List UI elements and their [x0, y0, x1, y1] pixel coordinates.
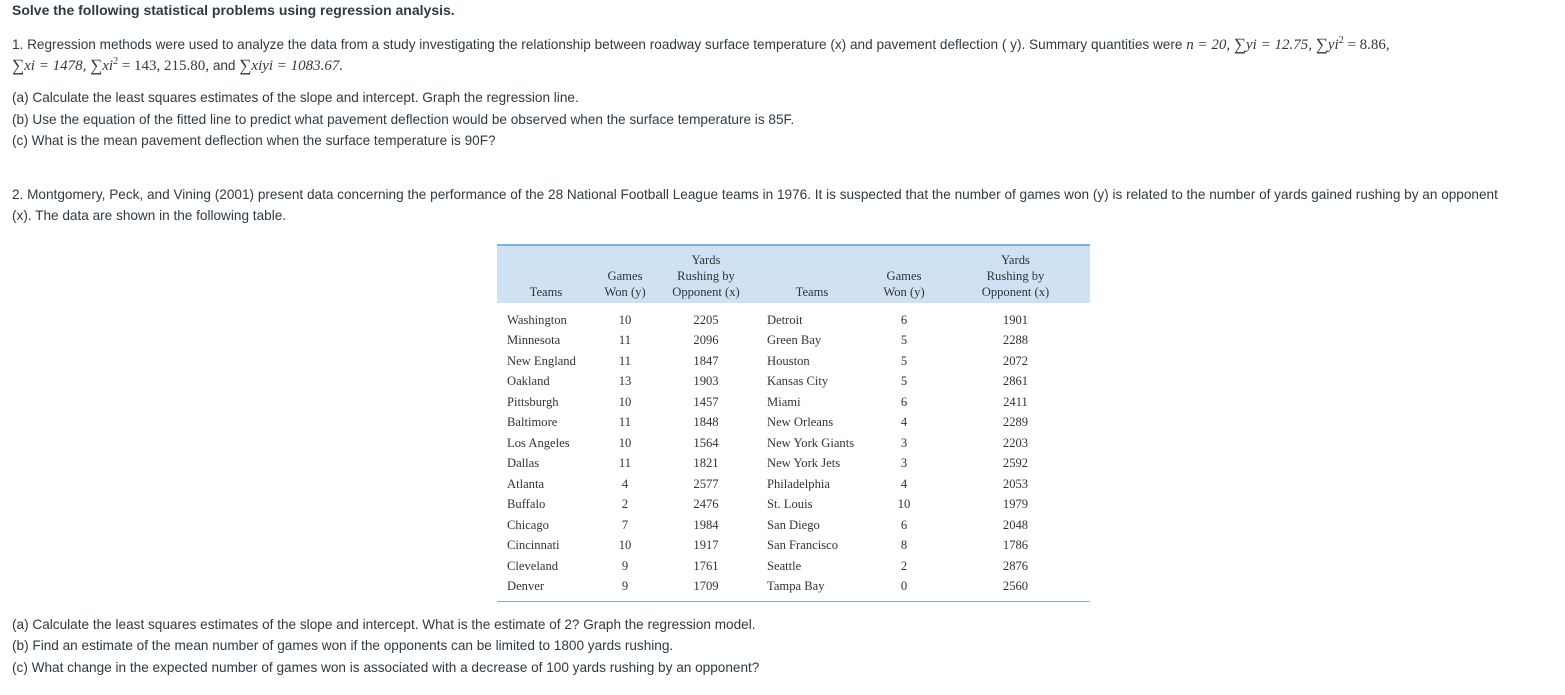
table-row	[497, 303, 1090, 331]
games-won-cell: 11	[618, 333, 632, 348]
sum-xy: ∑xiyi = 1083.67.	[239, 56, 344, 75]
games-won-cell: 11	[618, 353, 632, 368]
yards-cell: 2577	[693, 476, 719, 491]
table-body	[497, 303, 1090, 602]
yards-cell: 2289	[1002, 415, 1029, 430]
yards-cell: 1979	[1002, 497, 1029, 512]
problem1-intro-text: 1. Regression methods were used to analyze the data from a study investigating the relationship between roadway surface temperature (x) and pavement deflection ( y). Summary quantities were	[12, 37, 1183, 52]
team-name-cell: Denver	[497, 577, 595, 602]
table-row	[497, 474, 1090, 495]
games-won-cell: 4	[900, 476, 908, 491]
table-row	[497, 351, 1090, 372]
team-name-cell: Buffalo	[507, 497, 546, 512]
table-row	[497, 372, 1090, 393]
yards-cell: 2592	[1002, 456, 1029, 471]
table-header-row	[497, 245, 1090, 303]
yards-cell: 1786	[1002, 538, 1029, 553]
problem2-part-a: (a) Calculate the least squares estimates of the slope and intercept. What is the estimate of 2? Graph the regression model.	[12, 617, 756, 632]
games-won-cell: 6	[900, 517, 908, 532]
yards-cell: 2876	[1002, 558, 1029, 573]
team-name-cell: Atlanta	[507, 476, 545, 491]
yards-cell: 1847	[693, 353, 719, 368]
games-won-cell: 5	[900, 353, 908, 368]
yards-cell: 1564	[693, 435, 719, 450]
yards-cell: 2411	[1003, 394, 1028, 409]
page-heading: Solve the following statistical problems using regression analysis.	[12, 2, 455, 18]
yards-cell: 2048	[1002, 517, 1029, 532]
team-name-cell: New York Giants	[767, 435, 855, 450]
problem2-intro-line1: 2. Montgomery, Peck, and Vining (2001) present data concerning the performance of the 28 National Football League teams in 1976. It is suspected that the number of games won (y) is related to the number of yards gained rushing by an opponent	[12, 187, 1498, 202]
yards-cell: 1821	[693, 456, 719, 471]
team-name-cell: Los Angeles	[507, 435, 570, 450]
yards-cell: 1984	[693, 517, 719, 532]
team-name-cell: Miami	[767, 394, 801, 409]
team-name-cell: Philadelphia	[767, 476, 830, 491]
team-name-cell: St. Louis	[767, 497, 813, 512]
sum-x: ∑xi = 1478,	[12, 56, 87, 75]
games-won-cell: 5	[900, 333, 908, 348]
games-won-cell: 8	[900, 538, 908, 553]
yards-cell: 2861	[1002, 374, 1029, 389]
team-name-cell: San Diego	[767, 517, 820, 532]
sum-n: n = 20,	[1186, 37, 1231, 53]
table-row	[497, 392, 1090, 413]
games-won-cell: 4	[900, 415, 908, 430]
yards-cell: 2288	[1002, 333, 1029, 348]
problem1-intro-line2	[12, 56, 343, 76]
games-won-cell: 2	[621, 497, 629, 512]
header-teams-left: Teams	[529, 285, 563, 299]
team-name-cell: Cleveland	[507, 558, 559, 573]
team-name-cell: San Francisco	[767, 538, 838, 553]
team-name-cell: Minnesota	[507, 333, 561, 348]
games-won-cell: 3	[900, 435, 908, 450]
team-name-cell: Washington	[507, 312, 567, 327]
games-won-cell: 10	[618, 538, 632, 553]
header-yards-left: Yards Rushing by Opponent (x)	[672, 253, 740, 299]
header-yards-right: Yards Rushing by Opponent (x)	[981, 253, 1050, 299]
team-name-cell: Houston	[767, 353, 810, 368]
games-won-cell: 11	[618, 456, 632, 471]
games-won-cell: 5	[900, 374, 908, 389]
table-row	[497, 556, 1090, 577]
table-row	[497, 433, 1090, 454]
games-won-cell: 3	[900, 456, 908, 471]
sum-y2: $\sum yi^2 = 8.86$,	[1315, 35, 1390, 54]
games-won-cell: 10	[618, 312, 632, 327]
yards-cell: 2476	[693, 497, 719, 512]
sum-x2: $\sum xi^2 = 143$, 215.80,	[90, 56, 210, 75]
sum-y: ∑yi = 12.75,	[1233, 35, 1312, 54]
games-won-cell: 2	[900, 558, 908, 573]
yards-cell: 2560	[941, 577, 1090, 602]
yards-cell: 1761	[693, 558, 719, 573]
table-row	[497, 495, 1090, 516]
header-games-won-right: Games Won (y)	[883, 269, 925, 299]
yards-cell: 1709	[655, 577, 757, 602]
team-name-cell: Green Bay	[767, 333, 822, 348]
team-name-cell: Chicago	[507, 517, 549, 532]
yards-cell: 2072	[1002, 353, 1029, 368]
team-name-cell: Cincinnati	[507, 538, 560, 553]
yards-cell: 1457	[693, 394, 719, 409]
team-name-cell: New Orleans	[767, 415, 834, 430]
team-name-cell: Dallas	[507, 456, 540, 471]
team-name-cell: Tampa Bay	[757, 577, 867, 602]
data-table	[497, 244, 1090, 602]
team-name-cell: New England	[507, 353, 576, 368]
header-teams-right: Teams	[795, 285, 829, 299]
table-row	[497, 331, 1090, 352]
team-name-cell: Pittsburgh	[507, 394, 559, 409]
problem2-intro-line2: (x). The data are shown in the following table.	[12, 208, 287, 223]
table-row	[497, 413, 1090, 434]
games-won-cell: 4	[621, 476, 629, 491]
yards-cell: 2205	[693, 312, 719, 327]
problem2-part-b: (b) Find an estimate of the mean number of games won if the opponents can be limited to 1800 yards rushing.	[12, 638, 674, 653]
games-won-cell: 9	[595, 577, 655, 602]
team-name-cell: Baltimore	[507, 415, 558, 430]
nfl-data-table	[497, 244, 1090, 602]
problem1-intro-line1	[12, 35, 1390, 55]
games-won-cell: 6	[900, 312, 908, 327]
team-name-cell: New York Jets	[767, 456, 841, 471]
team-name-cell: Kansas City	[767, 374, 829, 389]
yards-cell: 1901	[1002, 312, 1029, 327]
header-games-won-left: Games Won (y)	[604, 269, 646, 299]
games-won-cell: 10	[618, 394, 632, 409]
problem1-part-a: (a) Calculate the least squares estimates of the slope and intercept. Graph the regression line.	[12, 90, 579, 105]
team-name-cell: Seattle	[767, 558, 802, 573]
problem1-part-b: (b) Use the equation of the fitted line to predict what pavement deflection would be observed when the surface temperature is 85F.	[12, 112, 795, 127]
table-row	[497, 515, 1090, 536]
games-won-cell: 13	[618, 374, 632, 389]
games-won-cell: 10	[618, 435, 632, 450]
yards-cell: 1903	[693, 374, 719, 389]
and-text: and	[212, 58, 236, 73]
yards-cell: 2096	[693, 333, 719, 348]
yards-cell: 1917	[693, 538, 719, 553]
table-row	[497, 536, 1090, 557]
games-won-cell: 9	[621, 558, 629, 573]
team-name-cell: Oakland	[507, 374, 550, 389]
yards-cell: 2203	[1002, 435, 1029, 450]
yards-cell: 2053	[1002, 476, 1029, 491]
games-won-cell: 10	[897, 497, 911, 512]
table-row	[497, 577, 1090, 602]
games-won-cell: 11	[618, 415, 632, 430]
problem2-part-c: (c) What change in the expected number of games won is associated with a decrease of 100 yards rushing by an opponent?	[12, 660, 760, 675]
games-won-cell: 0	[867, 577, 941, 602]
games-won-cell: 7	[621, 517, 629, 532]
team-name-cell: Detroit	[767, 312, 803, 327]
games-won-cell: 6	[900, 394, 908, 409]
yards-cell: 1848	[693, 415, 719, 430]
problem1-part-c: (c) What is the mean pavement deflection when the surface temperature is 90F?	[12, 133, 496, 148]
table-row	[497, 454, 1090, 475]
